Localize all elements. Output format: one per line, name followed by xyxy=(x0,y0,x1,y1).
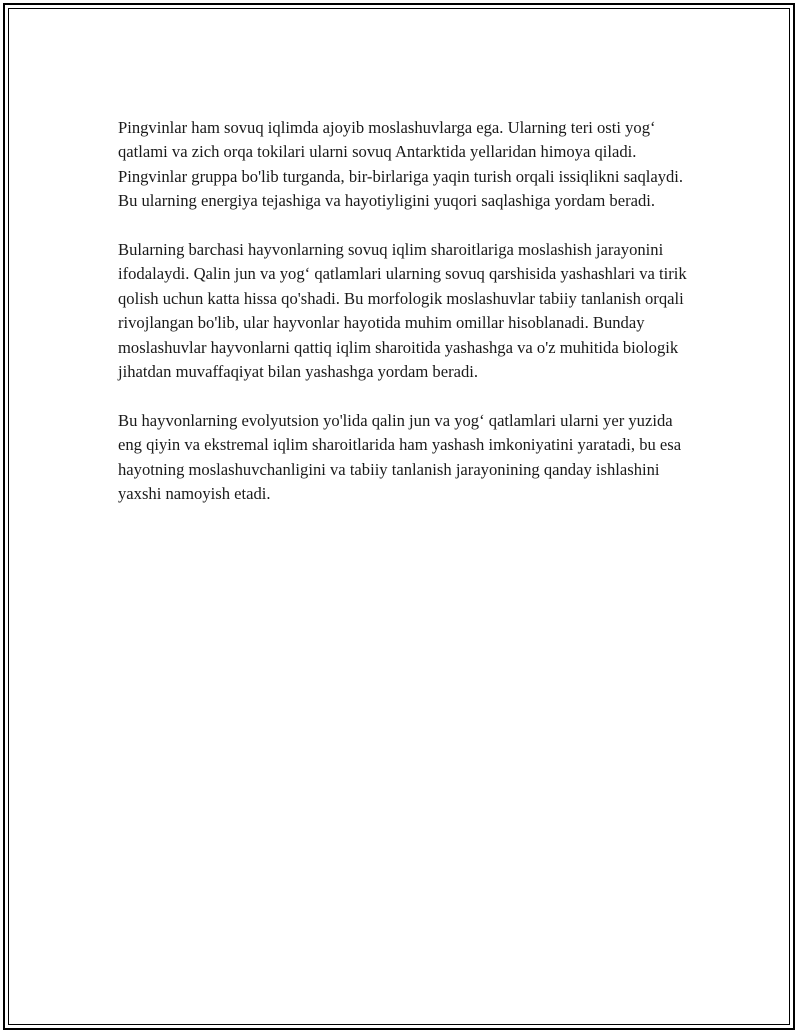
paragraph-evolution: Bu hayvonlarning evolyutsion yo'lida qalin jun va yog‘ qatlamlari ularni yer yuzida eng qiyin va ekstremal iqlim sharoitlarida ham yashash imkoniyatini yaratadi, bu esa hayotning moslashuvchanligini va tabiiy tanlanish jarayonining qanday ishlashini yaxshi namoyish etadi. xyxy=(118,410,682,504)
paragraph-penguins: Pingvinlar ham sovuq iqlimda ajoyib moslashuvlarga ega. Ularning teri osti yog‘ qatlami va zich orqa tokilari ularni sovuq Antarktida yellaridan himoya qiladi. Pingvinlar gruppa bo'lib turganda, bir-birlariga yaqin turish orqali issiqlikni saqlaydi. Bu ularning energiya tejashiga va hayotiyligini yuqori saqlashiga yordam beradi. xyxy=(118,118,684,211)
document-body xyxy=(118,116,698,531)
paragraph-adaptations: Bularning barchasi hayvonlarning sovuq iqlim sharoitlariga moslashish jarayonini ifodalaydi. Qalin jun va yog‘ qatlamlari ularning sovuq qarshisida yashashlari va tirik qolish uchun katta hissa qo'shadi. Bu morfologik moslashuvlar tabiiy tanlanish orqali rivojlangan bo'lib, ular hayvonlar hayotida muhim omillar hisoblanadi. Bunday moslashuvlar hayvonlarni qattiq iqlim sharoitida yashashga va o'z muhitida biologik jihatdan muvaffaqiyat bilan yashashga yordam beradi. xyxy=(118,240,687,382)
